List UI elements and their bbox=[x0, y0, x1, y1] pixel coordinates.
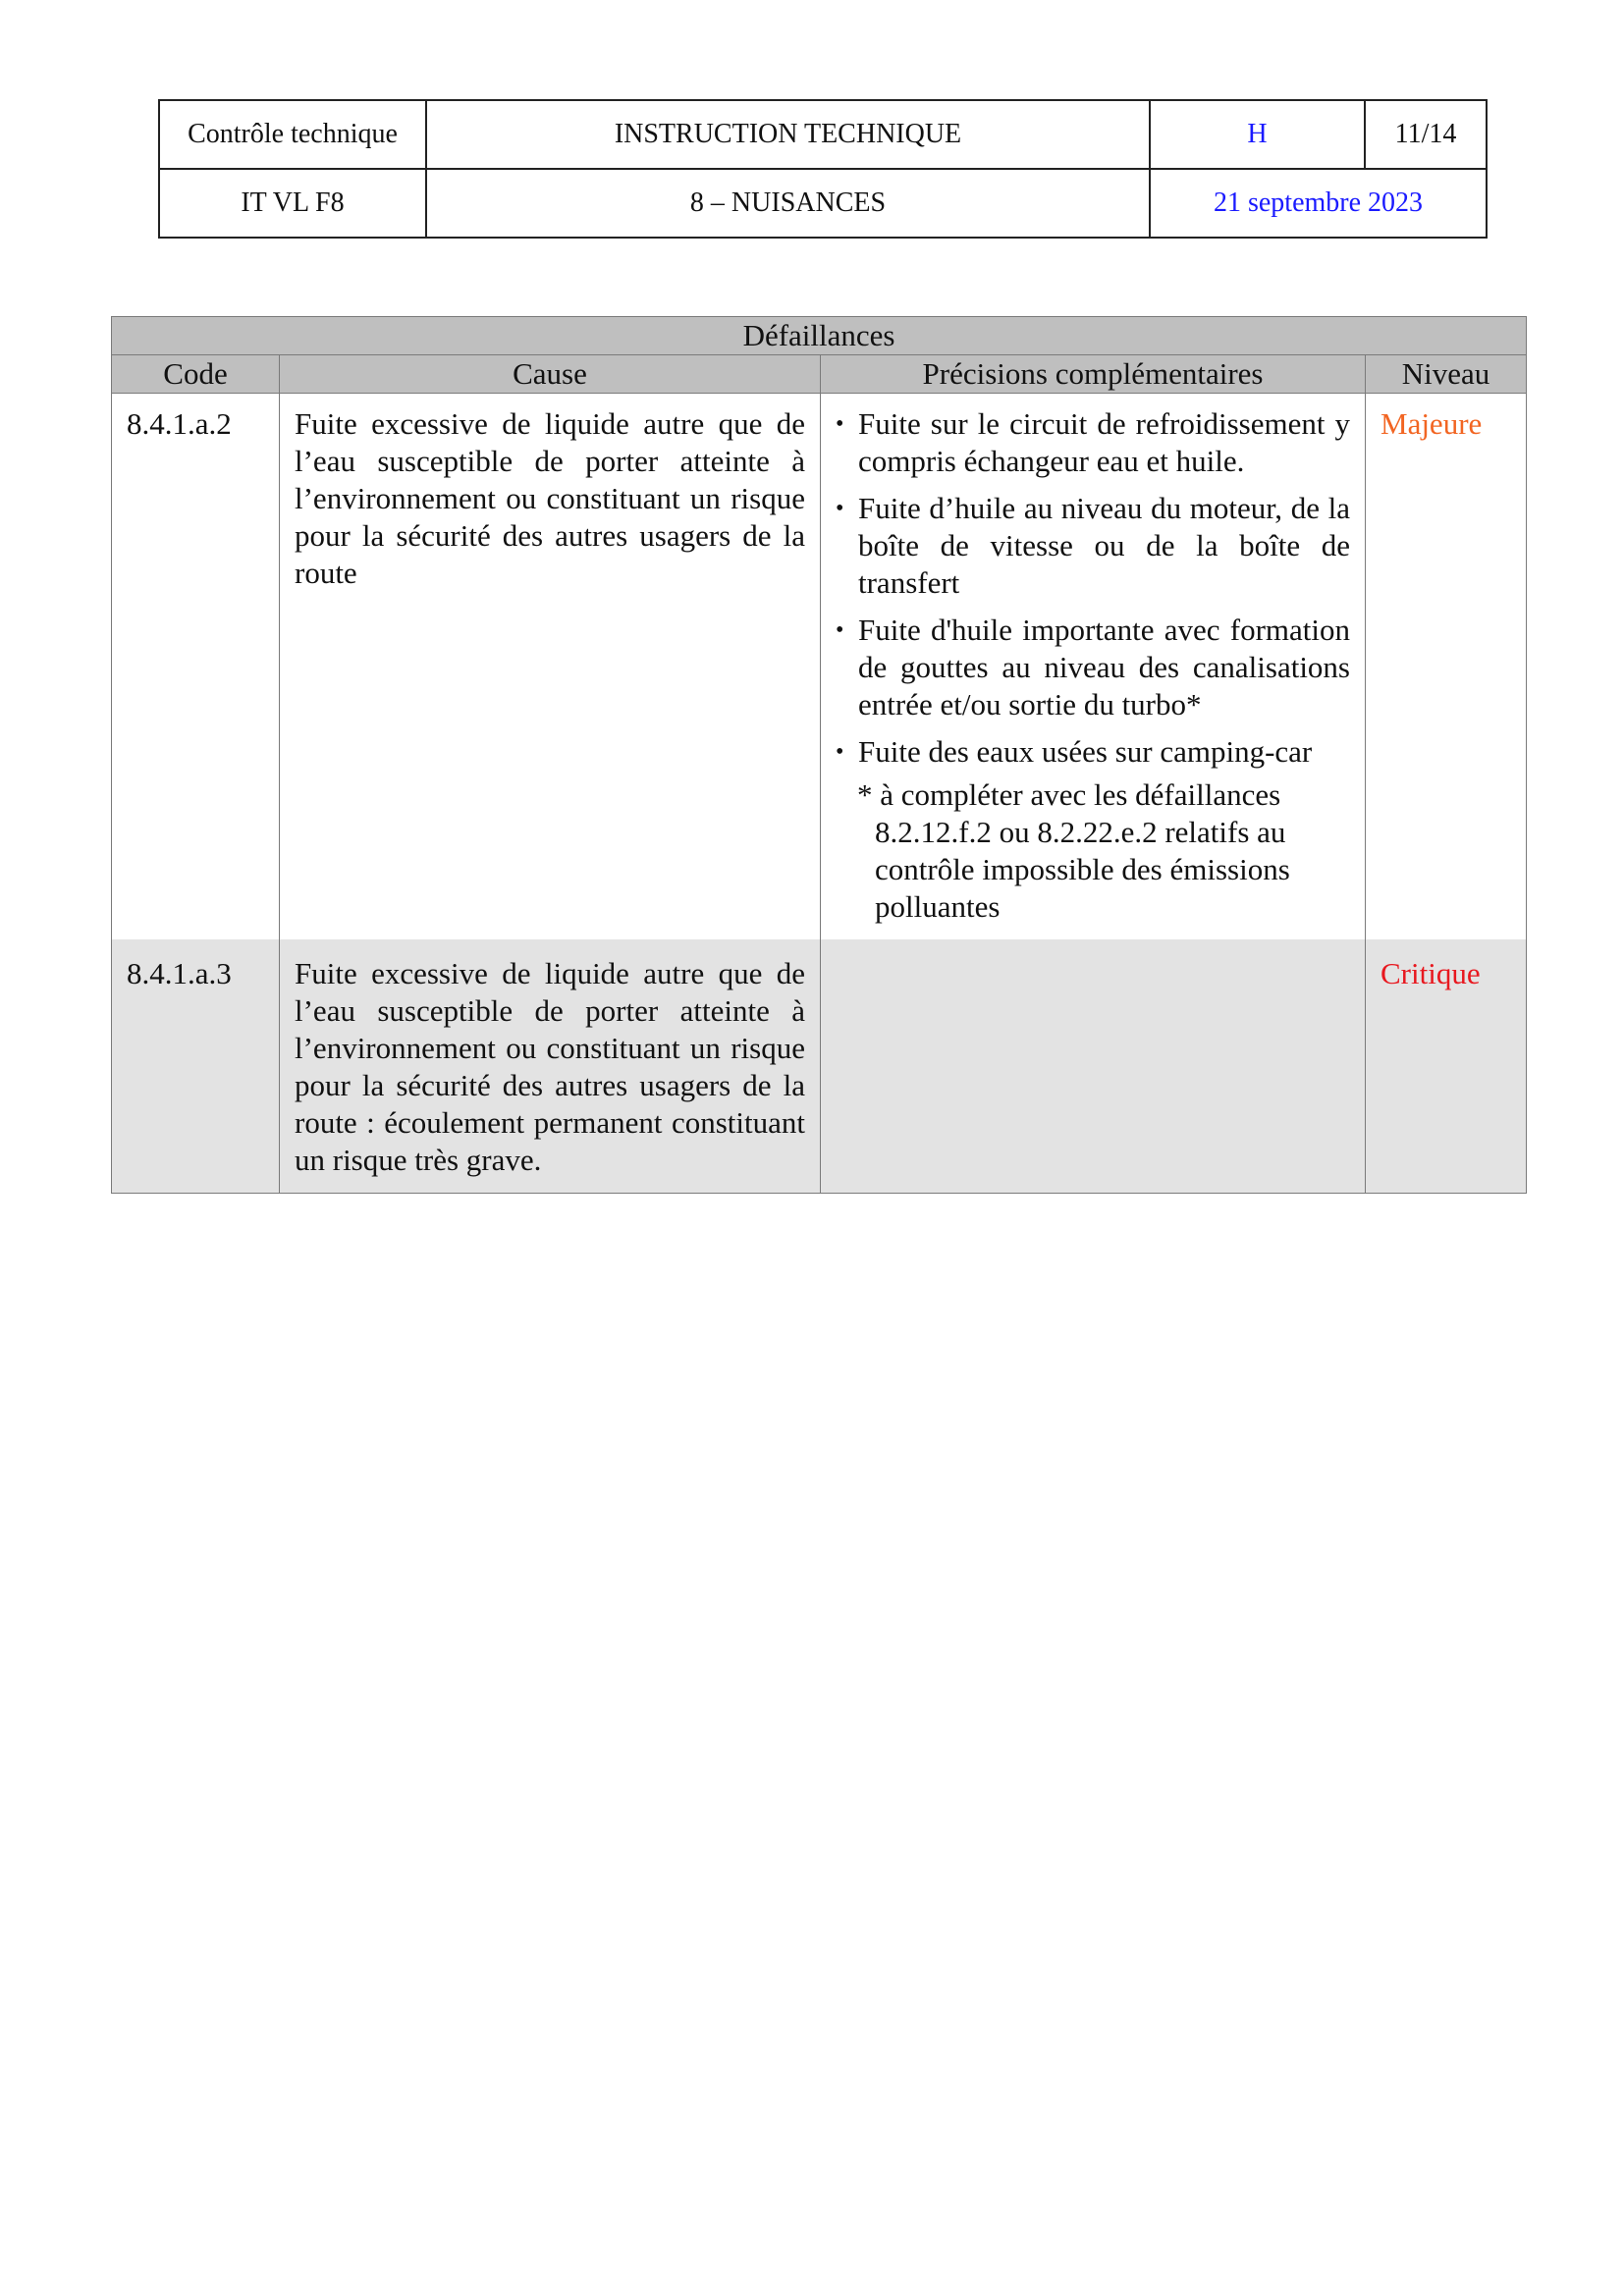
column-header-niveau: Niveau bbox=[1366, 355, 1527, 394]
row-code: 8.4.1.a.2 bbox=[112, 394, 280, 940]
niveau-badge: Critique bbox=[1366, 939, 1527, 1194]
row-precisions bbox=[821, 939, 1366, 1194]
header-date: 21 septembre 2023 bbox=[1150, 169, 1487, 238]
list-item bbox=[836, 490, 1350, 602]
precision-text: Fuite d’huile au niveau du moteur, de la boîte de vitesse ou de la boîte de transfert bbox=[858, 491, 1350, 600]
precision-footnote: * à compléter avec les défaillances 8.2.12.f.2 ou 8.2.22.e.2 relatifs au contrôle impossible des émissions polluantes bbox=[857, 777, 1290, 924]
row-cause: Fuite excessive de liquide autre que de l’eau susceptible de porter atteinte à l’environnement ou constituant un risque pour la sécurité des autres usagers de la route : écoulement permanent constituant un risque très grave. bbox=[280, 939, 821, 1194]
header-domain: Contrôle technique bbox=[159, 100, 426, 169]
header-page-number: 11/14 bbox=[1365, 100, 1487, 169]
table-row bbox=[112, 939, 1527, 1194]
row-cause: Fuite excessive de liquide autre que de l’eau susceptible de porter atteinte à l’environnement ou constituant un risque pour la sécurité des autres usagers de la route bbox=[280, 394, 821, 940]
list-item bbox=[836, 612, 1350, 723]
list-item bbox=[836, 733, 1350, 771]
niveau-badge: Majeure bbox=[1366, 394, 1527, 940]
column-header-precisions: Précisions complémentaires bbox=[821, 355, 1366, 394]
column-header-cause: Cause bbox=[280, 355, 821, 394]
table-row bbox=[112, 394, 1527, 940]
header-ref: IT VL F8 bbox=[159, 169, 426, 238]
bullet-icon: • bbox=[836, 739, 844, 765]
bullet-icon: • bbox=[836, 617, 844, 643]
header-chapter: 8 – NUISANCES bbox=[426, 169, 1150, 238]
defaillances-table bbox=[111, 316, 1527, 1194]
row-code: 8.4.1.a.3 bbox=[112, 939, 280, 1194]
precisions-list bbox=[836, 405, 1350, 771]
document-header bbox=[158, 99, 1488, 239]
table-title: Défaillances bbox=[112, 317, 1527, 355]
bullet-icon: • bbox=[836, 411, 844, 437]
precision-text: Fuite d'huile importante avec formation de gouttes au niveau des canalisations entrée et/ou sortie du turbo* bbox=[858, 613, 1350, 721]
header-doc-type: INSTRUCTION TECHNIQUE bbox=[426, 100, 1150, 169]
precision-text: Fuite sur le circuit de refroidissement y compris échangeur eau et huile. bbox=[858, 406, 1350, 478]
header-version: H bbox=[1150, 100, 1365, 169]
precision-text: Fuite des eaux usées sur camping-car bbox=[858, 734, 1313, 769]
list-item bbox=[836, 405, 1350, 480]
row-precisions bbox=[821, 394, 1366, 940]
bullet-icon: • bbox=[836, 496, 844, 521]
column-header-code: Code bbox=[112, 355, 280, 394]
